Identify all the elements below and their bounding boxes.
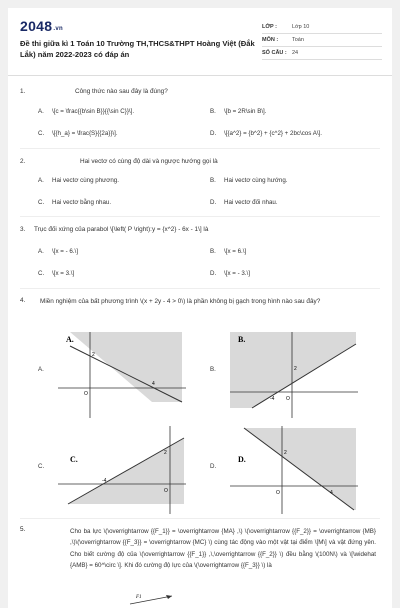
brand-name: 2048: [20, 18, 53, 34]
question-number: 5.: [20, 526, 26, 533]
question-number: 1.: [20, 88, 26, 95]
option-3d[interactable]: [210, 270, 250, 277]
option-1a[interactable]: [38, 108, 134, 115]
question-text: Cho ba lực \(\overrightarrow {{F_1}} = \overrightarrow {MA} ,\) \(\overrightarrow {{F_2}} = \overrightarrow {MB} ,\)\(\overrightarrow {{F_3}} = \overrightarrow {MC} \) cùng tác động vào một vật tại điểm \[M\] và vật đứng yên. Cho biết cường độ của \(\overrightarrow {{F_1}} ,\,\overrightarrow {{F_2}} \) đều bằng \(100N\) và \[\widehat {AMB} = 60^\circ \]. Khi đó cường độ lực của \(\overrightarrow {{F_3}} \) là: [70, 528, 376, 570]
option-text: Hai vectơ cùng phương.: [52, 177, 119, 184]
origin-label: O: [84, 391, 88, 397]
tick-x: -4: [270, 396, 275, 402]
graph-a[interactable]: [58, 330, 188, 420]
option-text: \[x = 6.\]: [224, 248, 247, 255]
tick-x: 4: [152, 381, 155, 387]
graph-c[interactable]: [58, 424, 188, 516]
meta-subject: [262, 34, 382, 47]
option-2c[interactable]: [38, 199, 111, 206]
brand-logo[interactable]: [20, 18, 63, 34]
graph-b-svg: [230, 330, 360, 420]
option-3a[interactable]: [38, 248, 78, 255]
tick-y: 2: [294, 366, 297, 372]
graph-c-svg: [58, 424, 188, 516]
force-label: F1: [136, 595, 142, 600]
option-4c-label[interactable]: C.: [38, 463, 45, 470]
option-text: Hai vectơ đối nhau.: [224, 199, 278, 206]
option-2a[interactable]: [38, 177, 119, 184]
meta-subject-label: MÔN :: [262, 37, 279, 43]
force-figure: [126, 588, 186, 608]
option-1c[interactable]: [38, 130, 118, 137]
option-label: B.: [210, 108, 216, 115]
question-divider: [20, 148, 380, 149]
header-divider: [8, 75, 392, 76]
option-2d[interactable]: [210, 199, 278, 206]
tick-x: 4: [330, 490, 333, 496]
question-text: Trục đối xứng của parabol \[\left( P \right):y = {x^2} - 6x - 1\] là: [34, 226, 209, 233]
tick-x: -4: [102, 478, 107, 484]
option-text: Hai vectơ cùng hướng.: [224, 177, 288, 184]
meta-class: [262, 21, 382, 34]
origin-label: O: [164, 488, 168, 494]
option-text: \[c = \frac{{b\sin B}}{{\sin C}}\].: [52, 108, 135, 115]
shaded-region: [230, 332, 356, 408]
origin-label: O: [276, 490, 280, 496]
graph-d-svg: [230, 424, 360, 516]
question-text: Hai vectơ có cùng độ dài và ngược hướng gọi là: [80, 158, 218, 165]
option-label: D.: [210, 130, 217, 137]
option-text: \[x = 3.\]: [52, 270, 75, 277]
option-text: \[{h_a} = \frac{S}{{2a}}\].: [52, 130, 118, 137]
question-text: Công thức nào sau đây là đúng?: [75, 88, 168, 95]
tick-y: 2: [164, 450, 167, 456]
question-number: 4.: [20, 297, 26, 304]
option-3c[interactable]: [38, 270, 74, 277]
meta-count-value: 24: [292, 50, 299, 56]
tick-y: 2: [284, 450, 287, 456]
graph-letter: A.: [66, 335, 74, 344]
tick-y: 2: [92, 352, 95, 358]
option-label: B.: [210, 248, 216, 255]
option-4a-label[interactable]: A.: [38, 366, 44, 373]
option-label: C.: [38, 199, 45, 206]
graph-letter: D.: [238, 455, 246, 464]
graph-a-svg: [58, 330, 188, 420]
option-label: D.: [210, 270, 217, 277]
option-2b[interactable]: [210, 177, 288, 184]
question-number: 3.: [20, 226, 26, 233]
option-3b[interactable]: [210, 248, 246, 255]
page-title: Đề thi giữa kì 1 Toán 10 Trường TH,THCS&THPT Hoàng Việt (Đắk Lắk) năm 2022-2023 có đáp án: [20, 39, 255, 59]
graph-letter: B.: [238, 335, 246, 344]
question-number: 2.: [20, 158, 26, 165]
question-divider: [20, 288, 380, 289]
option-4b-label[interactable]: B.: [210, 366, 216, 373]
question-divider: [20, 216, 380, 217]
graph-letter: C.: [70, 455, 78, 464]
option-4d-label[interactable]: D.: [210, 463, 217, 470]
option-label: D.: [210, 199, 217, 206]
meta-subject-value: Toán: [292, 37, 304, 43]
option-label: B.: [210, 177, 216, 184]
question-divider: [20, 518, 380, 519]
meta-count: [262, 47, 382, 60]
exam-meta: [262, 21, 382, 60]
option-1b[interactable]: [210, 108, 266, 115]
meta-class-value: Lớp 10: [292, 24, 310, 30]
option-text: \[b = 2R\sin B\].: [224, 108, 267, 115]
graph-d[interactable]: [230, 424, 360, 516]
option-label: A.: [38, 177, 44, 184]
option-text: Hai vectơ bằng nhau.: [52, 199, 112, 206]
option-label: A.: [38, 248, 44, 255]
option-text: \[{a^2} = {b^2} + {c^2} + 2bc\cos A\].: [224, 130, 322, 137]
option-text: \[x = - 6.\]: [52, 248, 78, 255]
meta-count-label: SỐ CÂU :: [262, 50, 287, 56]
option-label: C.: [38, 270, 45, 277]
exam-page: [8, 8, 392, 608]
option-1d[interactable]: [210, 130, 322, 137]
option-text: \[x = - 3.\]: [224, 270, 250, 277]
option-label: C.: [38, 130, 45, 137]
origin-label: O: [286, 396, 290, 402]
question-text: Miền nghiệm của bất phương trình \(x + 2y - 4 > 0\) là phần không bị gạch trong hình nào sau đây?: [40, 298, 321, 305]
graph-b[interactable]: [230, 330, 360, 420]
meta-class-label: LỚP :: [262, 24, 277, 30]
option-label: A.: [38, 108, 44, 115]
brand-suffix: .vn: [53, 26, 63, 32]
